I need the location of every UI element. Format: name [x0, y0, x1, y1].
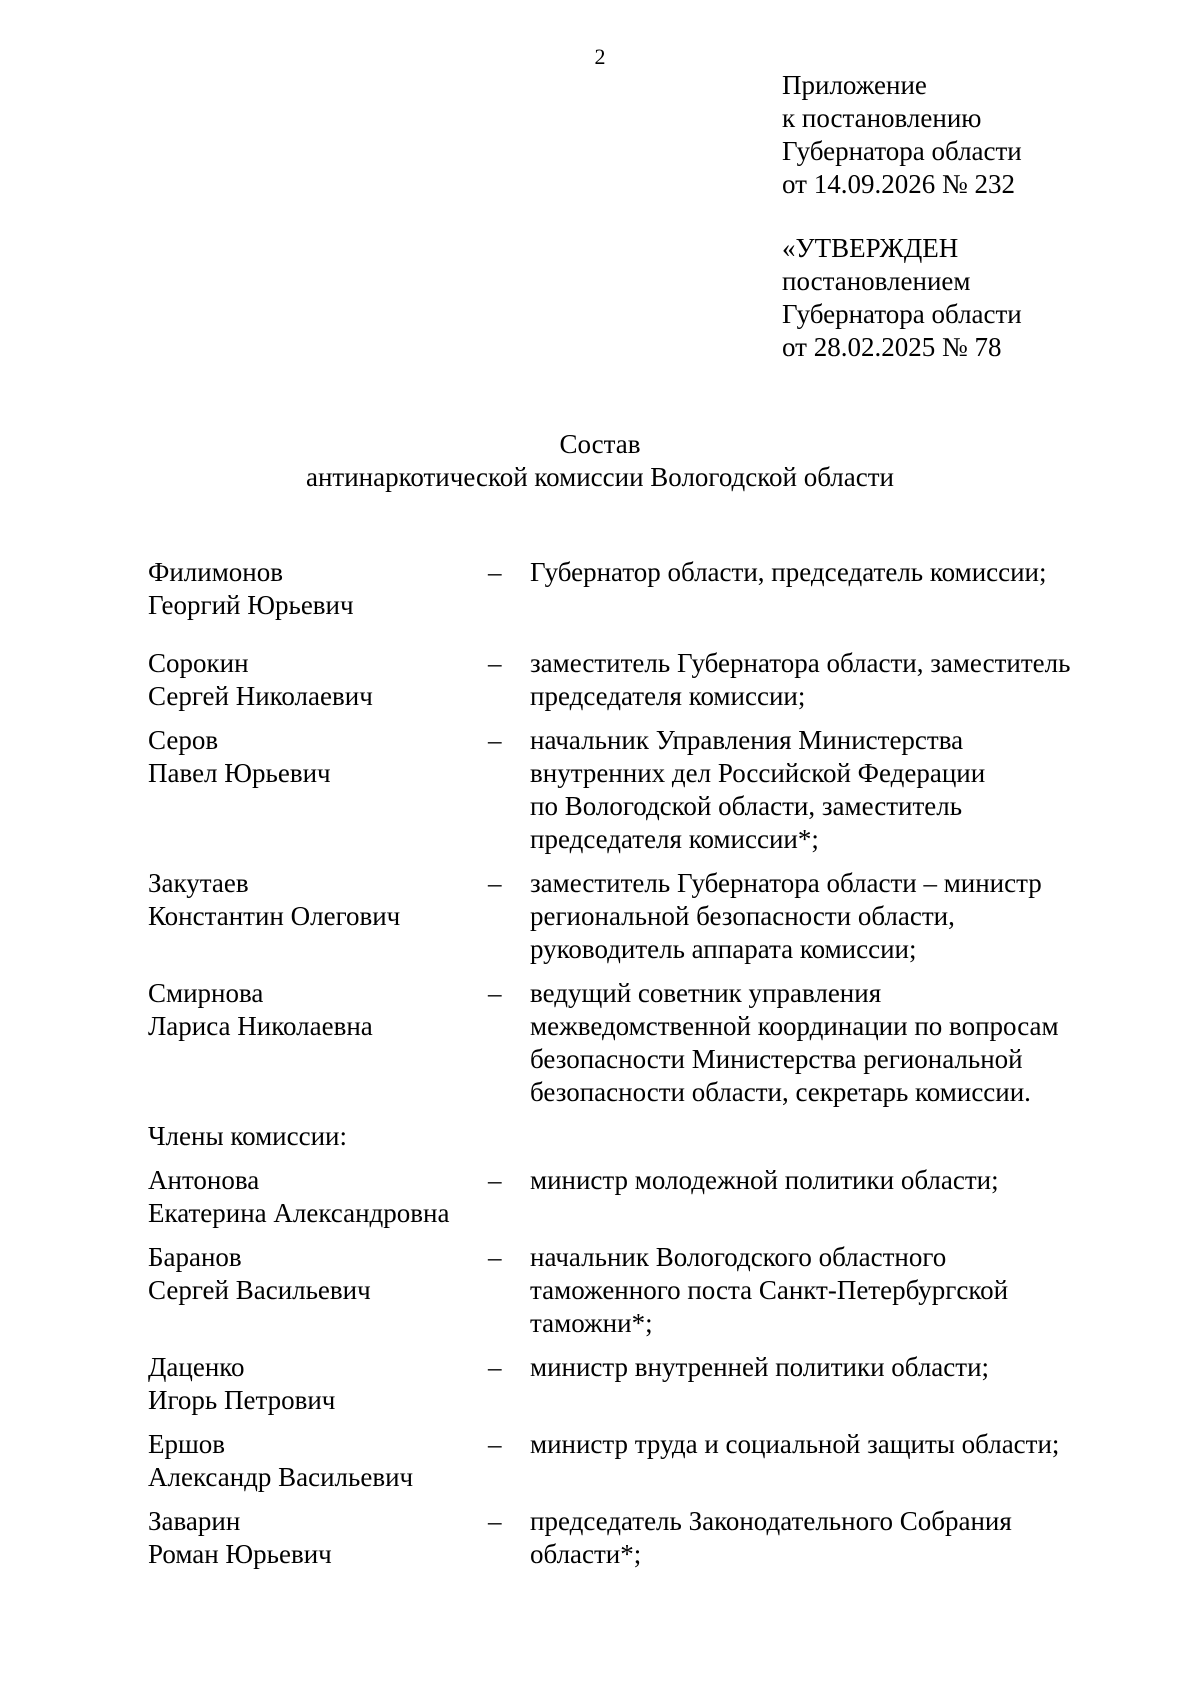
- member-role: [530, 1505, 1128, 1571]
- member-given-names: Сергей Васильевич: [148, 1275, 371, 1305]
- member-given-names: Георгий Юрьевич: [148, 590, 354, 620]
- role-line: области*;: [530, 1539, 642, 1569]
- role-line: заместитель Губернатора области – министр: [530, 868, 1042, 898]
- role-line: министр труда и социальной защиты области;: [530, 1429, 1060, 1459]
- role-line: таможенного поста Санкт-Петербургской: [530, 1275, 1009, 1305]
- dash-separator: –: [488, 1165, 502, 1195]
- member-name: [148, 556, 488, 622]
- member-surname: Филимонов: [148, 557, 283, 587]
- approved-line: от 28.02.2025 № 78: [782, 332, 1002, 362]
- role-line: начальник Вологодского областного: [530, 1242, 947, 1272]
- member-given-names: Роман Юрьевич: [148, 1539, 332, 1569]
- members-section-label: Члены комиссии:: [148, 1121, 347, 1151]
- role-line: таможни*;: [530, 1308, 653, 1338]
- member-row: [148, 1241, 1128, 1340]
- page-number: 2: [594, 44, 606, 69]
- member-given-names: Сергей Николаевич: [148, 681, 373, 711]
- member-role: [530, 1351, 1128, 1417]
- role-line: региональной безопасности области,: [530, 901, 955, 931]
- member-name: [148, 1428, 488, 1494]
- role-line: ведущий советник управления: [530, 978, 882, 1008]
- dash-separator: –: [488, 648, 502, 678]
- member-name: [148, 1351, 488, 1417]
- dash-separator: –: [488, 557, 502, 587]
- member-surname: Смирнова: [148, 978, 264, 1008]
- role-line: министр молодежной политики области;: [530, 1165, 999, 1195]
- appendix-line: к постановлению: [782, 103, 982, 133]
- member-given-names: Лариса Николаевна: [148, 1011, 373, 1041]
- dash-separator: –: [488, 978, 502, 1008]
- member-row: [148, 1505, 1128, 1571]
- member-role: [530, 556, 1128, 622]
- member-surname: Закутаев: [148, 868, 249, 898]
- member-role: [530, 1241, 1128, 1340]
- member-row: [148, 647, 1128, 713]
- member-row: [148, 556, 1128, 622]
- member-row: [148, 1164, 1128, 1230]
- role-line: начальник Управления Министерства: [530, 725, 964, 755]
- member-surname: Серов: [148, 725, 219, 755]
- member-row: [148, 1351, 1128, 1417]
- member-surname: Сорокин: [148, 648, 249, 678]
- role-line: безопасности Министерства региональной: [530, 1044, 1023, 1074]
- role-line: внутренних дел Российской Федерации: [530, 758, 986, 788]
- approved-line: Губернатора области: [782, 299, 1022, 329]
- member-role: [530, 977, 1128, 1109]
- member-given-names: Игорь Петрович: [148, 1385, 336, 1415]
- member-role: [530, 1164, 1128, 1230]
- appendix-header: [782, 69, 1182, 201]
- member-role: [530, 647, 1128, 713]
- approved-line: «УТВЕРЖДЕН: [782, 233, 959, 263]
- title-line-1: Состав: [559, 429, 641, 459]
- member-surname: Даценко: [148, 1352, 245, 1382]
- dash-separator: –: [488, 1352, 502, 1382]
- appendix-line: от 14.09.2026 № 232: [782, 169, 1015, 199]
- approved-header: [782, 232, 1182, 364]
- dash-separator: –: [488, 868, 502, 898]
- member-role: [530, 724, 1128, 856]
- dash-separator: –: [488, 1242, 502, 1272]
- member-row: [148, 724, 1128, 856]
- member-role: [530, 1428, 1128, 1494]
- member-row: [148, 867, 1128, 966]
- member-name: [148, 724, 488, 856]
- role-line: по Вологодской области, заместитель: [530, 791, 963, 821]
- approved-line: постановлением: [782, 266, 971, 296]
- member-row: [148, 977, 1128, 1109]
- member-surname: Баранов: [148, 1242, 242, 1272]
- role-line: безопасности области, секретарь комиссии.: [530, 1077, 1031, 1107]
- member-name: [148, 647, 488, 713]
- appendix-line: Губернатора области: [782, 136, 1022, 166]
- role-line: министр внутренней политики области;: [530, 1352, 990, 1382]
- role-line: Губернатор области, председатель комиссии;: [530, 557, 1047, 587]
- member-given-names: Константин Олегович: [148, 901, 401, 931]
- document-title: [0, 428, 1200, 494]
- title-line-2: антинаркотической комиссии Вологодской области: [306, 462, 894, 492]
- member-surname: Антонова: [148, 1165, 260, 1195]
- member-given-names: Александр Васильевич: [148, 1462, 414, 1492]
- appendix-line: Приложение: [782, 70, 927, 100]
- dash-separator: –: [488, 725, 502, 755]
- member-name: [148, 1241, 488, 1340]
- role-line: председатель Законодательного Собрания: [530, 1506, 1012, 1536]
- member-name: [148, 1505, 488, 1571]
- role-line: председателя комиссии*;: [530, 824, 819, 854]
- member-given-names: Екатерина Александровна: [148, 1198, 450, 1228]
- role-line: руководитель аппарата комиссии;: [530, 934, 917, 964]
- member-surname: Ершов: [148, 1429, 226, 1459]
- dash-separator: –: [488, 1506, 502, 1536]
- member-name: [148, 1164, 488, 1230]
- member-name: [148, 977, 488, 1109]
- role-line: председателя комиссии;: [530, 681, 806, 711]
- role-line: заместитель Губернатора области, заместитель: [530, 648, 1071, 678]
- member-row: [148, 1428, 1128, 1494]
- member-name: [148, 867, 488, 966]
- member-surname: Заварин: [148, 1506, 241, 1536]
- member-role: [530, 867, 1128, 966]
- commission-composition: [148, 556, 1128, 1582]
- dash-separator: –: [488, 1429, 502, 1459]
- role-line: межведомственной координации по вопросам: [530, 1011, 1059, 1041]
- member-given-names: Павел Юрьевич: [148, 758, 331, 788]
